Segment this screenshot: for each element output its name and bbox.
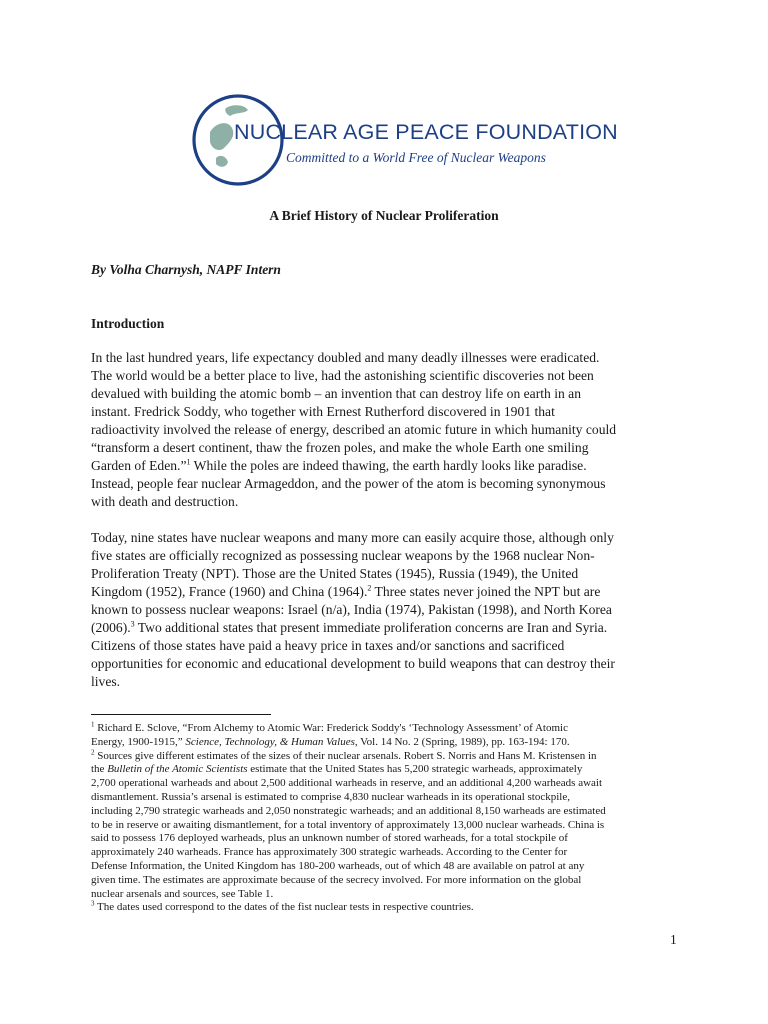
paragraph-line: The world would be a better place to live, had the astonishing scientific discoveries not been bbox=[91, 368, 594, 383]
body-paragraph bbox=[91, 529, 681, 691]
footnote-divider bbox=[91, 714, 271, 715]
paragraph-line: lives. bbox=[91, 674, 121, 689]
foundation-logo bbox=[186, 88, 618, 192]
footnote-text: Energy, 1900-1915,” bbox=[91, 735, 186, 748]
footnote-line bbox=[91, 722, 691, 736]
footnote-journal-title: Science, Technology, & Human Values bbox=[185, 735, 355, 748]
footnote-reference-link[interactable]: 3 bbox=[130, 619, 135, 629]
footnote-line: approximately 240 warheads. France has approximately 300 strategic warheads. According to the Center for bbox=[91, 846, 568, 859]
document-title: A Brief History of Nuclear Proliferation bbox=[269, 208, 499, 223]
paragraph-line bbox=[91, 583, 681, 601]
body-paragraph bbox=[91, 349, 681, 511]
footnote-line bbox=[91, 763, 691, 777]
footnote-text: , Vol. 14 No. 2 (Spring, 1989), pp. 163-194: 170. bbox=[354, 735, 570, 748]
section-heading: Introduction bbox=[91, 316, 165, 331]
footnote-line: said to possess 176 deployed warheads, plus an unknown number of stored warheads, for a total stockpile of bbox=[91, 832, 568, 845]
paragraph-text: (2006). bbox=[91, 620, 131, 635]
paragraph-text: Two additional states that present immediate proliferation concerns are Iran and Syria. bbox=[134, 620, 608, 635]
paragraph-line: known to possess nuclear weapons: Israel (n/a), India (1974), Pakistan (1998), and North Korea bbox=[91, 602, 612, 617]
footnote-line: dismantlement. Russia’s arsenal is estimated to comprise 4,830 nuclear warheads in its operational stockpile, bbox=[91, 790, 570, 803]
paragraph-line: In the last hundred years, life expectancy doubled and many deadly illnesses were eradicated. bbox=[91, 350, 600, 365]
footnote-text: Sources give different estimates of the sizes of their nuclear arsenals. Robert S. Norris and Hans M. Kristensen in bbox=[94, 749, 597, 762]
footnote-line: given time. The estimates are approximate because of the secrecy involved. For more information on the global bbox=[91, 873, 582, 886]
footnote-line bbox=[91, 901, 691, 915]
footnote-line bbox=[91, 747, 691, 764]
paragraph-line: Citizens of those states have paid a heavy price in taxes and/or sanctions and sacrificed bbox=[91, 638, 565, 653]
paragraph-line bbox=[91, 457, 681, 475]
footnote-text: The dates used correspond to the dates of the fist nuclear tests in respective countries. bbox=[94, 901, 474, 914]
footnote-line: including 2,790 strategic warheads and 2,050 nonstrategic warheads; and an additional 8,150 warheads are estimated bbox=[91, 804, 606, 817]
footnote-number: 1 bbox=[91, 720, 95, 729]
author-byline: By Volha Charnysh, NAPF Intern bbox=[91, 262, 281, 277]
footnotes-section bbox=[91, 722, 691, 915]
footnote-reference-link[interactable]: 2 bbox=[367, 583, 372, 593]
paragraph-line: Instead, people fear nuclear Armageddon, and the power of the atom is becoming synonymous bbox=[91, 476, 606, 491]
paragraph-line: five states are officially recognized as possessing nuclear weapons by the 1968 nuclear Non- bbox=[91, 548, 595, 563]
footnote-line: 2,700 operational warheads and about 2,500 additional warheads in reserve, and an additional 4,200 warheads await bbox=[91, 777, 603, 790]
paragraph-line: opportunities for economic and educational development to build weapons that can destroy their bbox=[91, 656, 615, 671]
paragraph-line: with death and destruction. bbox=[91, 494, 239, 509]
footnote-number: 2 bbox=[91, 747, 95, 756]
paragraph-line: “transform a desert continent, thaw the frozen poles, and make the whole Earth one smiling bbox=[91, 440, 589, 455]
paragraph-text: While the poles are indeed thawing, the earth hardly looks like paradise. bbox=[190, 458, 587, 473]
logo-tagline: Committed to a World Free of Nuclear Weapons bbox=[286, 150, 546, 165]
paragraph-line: Proliferation Treaty (NPT). Those are the United States (1945), Russia (1949), the United bbox=[91, 566, 579, 581]
footnote-text: the bbox=[91, 763, 108, 776]
footnote-line: nuclear arsenals and sources, see Table 1. bbox=[91, 887, 274, 900]
paragraph-text: Three states never joined the NPT but are bbox=[371, 584, 601, 599]
paragraph-line: radioactivity involved the release of energy, described an atomic future in which humanity could bbox=[91, 422, 617, 437]
paragraph-line: devalued with building the atomic bomb – an invention that can destroy life on earth in an bbox=[91, 386, 582, 401]
logo-org-name: NUCLEAR AGE PEACE FOUNDATION bbox=[234, 120, 618, 144]
footnote-text: Richard E. Sclove, “From Alchemy to Atomic War: Frederick Soddy's ‘Technology Assessment’ of Atomic bbox=[94, 722, 568, 734]
paragraph-line bbox=[91, 619, 681, 637]
paragraph-line: instant. Fredrick Soddy, who together with Ernest Rutherford discovered in 1901 that bbox=[91, 404, 555, 419]
paragraph-line: Today, nine states have nuclear weapons and many more can easily acquire those, although only bbox=[91, 530, 614, 545]
footnote-number: 3 bbox=[91, 899, 95, 908]
paragraph-text: Kingdom (1952), France (1960) and China (1964). bbox=[91, 584, 368, 599]
paragraph-text: Garden of Eden.” bbox=[91, 458, 187, 473]
page-number: 1 bbox=[670, 932, 677, 947]
footnote-line bbox=[91, 736, 691, 750]
footnote-line: to be in reserve or awaiting dismantlement, for a total inventory of approximately 13,000 nuclear warheads. China is bbox=[91, 818, 605, 831]
footnote-reference-link[interactable]: 1 bbox=[186, 457, 191, 467]
footnote-text: estimate that the United States has 5,200 strategic warheads, approximately bbox=[247, 763, 583, 776]
footnote-journal-title: Bulletin of the Atomic Scientists bbox=[107, 763, 248, 776]
footnote-line: Defense Information, the United Kingdom has 180-200 warheads, out of which 48 are available on patrol at any bbox=[91, 859, 585, 872]
